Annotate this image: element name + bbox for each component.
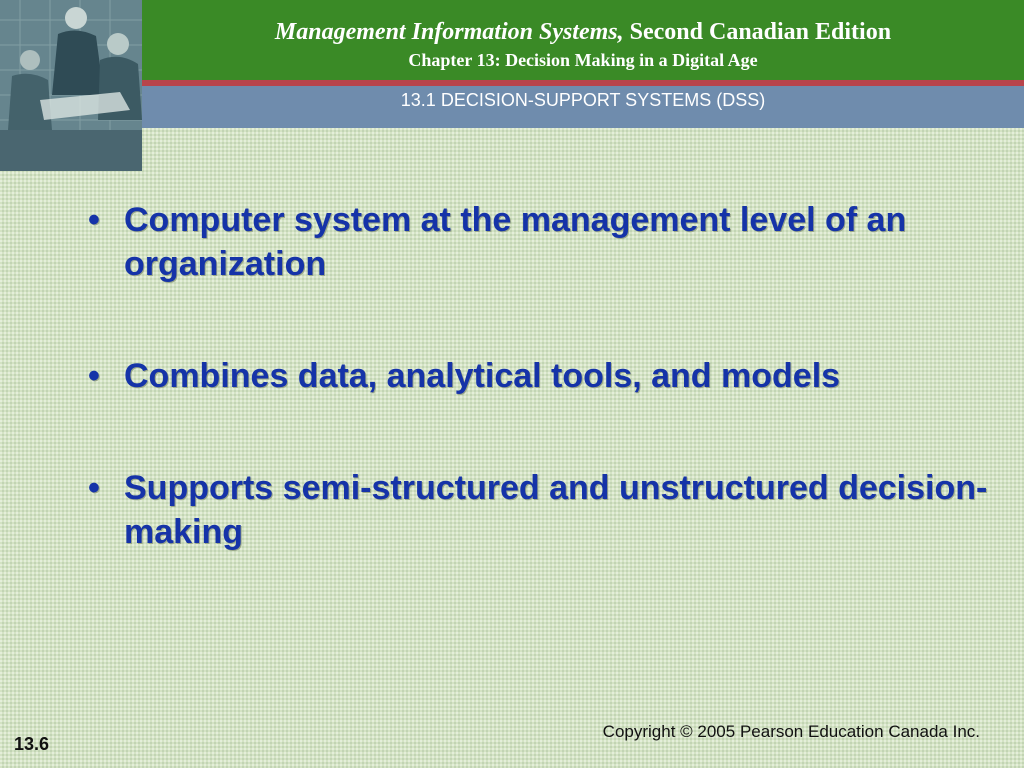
book-title [142,18,1024,46]
book-title-edition: Second Canadian Edition [623,19,892,45]
bullet-text: Computer system at the management level of an organization [124,201,907,283]
bullet-list [88,198,998,622]
section-title: 13.1 DECISION-SUPPORT SYSTEMS (DSS) [400,90,766,110]
bullet-item [88,354,998,398]
bullet-item [88,466,998,554]
header-photo [0,0,142,171]
book-title-italic: Management Information Systems, [274,19,624,45]
copyright-notice: Copyright © 2005 Pearson Education Canada Inc. [602,722,980,741]
bullet-icon: • [88,469,100,507]
bullet-item [88,198,998,286]
bullet-text: Combines data, analytical tools, and models [124,357,841,395]
chapter-title: Chapter 13: Decision Making in a Digital Age [408,50,758,70]
slide-number: 13.6 [14,734,50,754]
bullet-text: Supports semi-structured and unstructured decision-making [124,469,988,551]
bullet-icon: • [88,201,100,239]
business-people-image [0,0,142,171]
bullet-icon: • [88,357,100,395]
